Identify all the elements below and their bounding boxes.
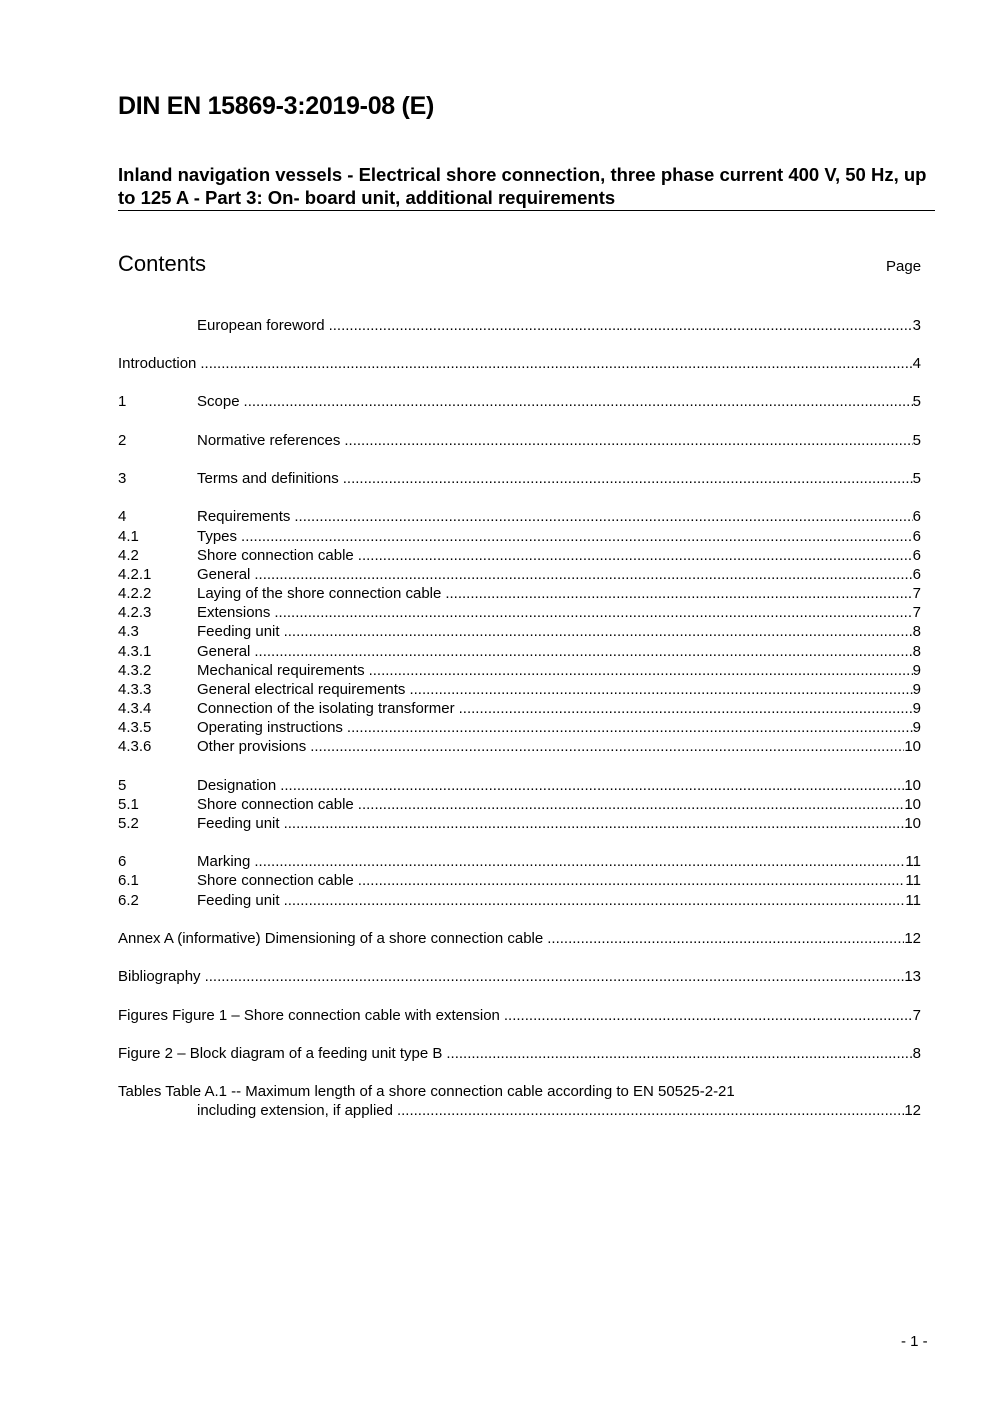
toc-number: 5.1	[118, 796, 139, 813]
toc-title: Annex A (informative) Dimensioning of a shore connection cable	[118, 930, 544, 947]
toc-number: 4.3.1	[118, 643, 152, 660]
toc-entry[interactable]	[118, 622, 921, 641]
toc-page: 7	[912, 1007, 921, 1024]
toc-leader	[205, 967, 905, 986]
toc-page: 13	[904, 968, 921, 985]
toc-leader	[358, 795, 905, 814]
toc-leader	[254, 642, 912, 661]
toc-number	[118, 316, 197, 335]
toc-leader	[459, 699, 913, 718]
toc-entry[interactable]	[118, 776, 921, 795]
toc-entry[interactable]	[118, 642, 921, 661]
contents-heading: Contents	[118, 251, 207, 276]
toc-number: 4.2.3	[118, 604, 152, 621]
toc-page: 8	[912, 623, 921, 640]
document-id: DIN EN 15869-3:2019-08 (E)	[118, 92, 434, 120]
toc-leader	[358, 871, 906, 890]
toc-entry[interactable]	[118, 354, 921, 373]
toc-entry-continuation[interactable]	[197, 1101, 921, 1120]
toc-leader	[241, 527, 913, 546]
toc-entry[interactable]	[118, 852, 921, 871]
toc-number: 1	[118, 393, 127, 410]
toc-entry[interactable]	[118, 392, 921, 411]
toc-number: 4.3.3	[118, 681, 152, 698]
toc-number: 6.2	[118, 892, 139, 909]
toc-title: Designation	[197, 777, 277, 794]
toc-title: Laying of the shore connection cable	[197, 585, 442, 602]
toc-title: Connection of the isolating transformer	[197, 700, 455, 717]
toc-page: 10	[904, 796, 921, 813]
toc-page: 9	[912, 700, 921, 717]
toc-number: 4.2	[118, 547, 139, 564]
toc-entry[interactable]	[118, 565, 921, 584]
toc-leader	[254, 852, 905, 871]
toc-title: Figures Figure 1 – Shore connection cable with extension	[118, 1007, 500, 1024]
toc-entry[interactable]	[118, 546, 921, 565]
toc-page: 6	[912, 528, 921, 545]
toc-leader	[369, 661, 913, 680]
toc-title: Requirements	[197, 508, 291, 525]
title-divider	[118, 210, 935, 211]
toc-entry[interactable]	[118, 814, 921, 833]
toc-number: 4.3	[118, 623, 139, 640]
toc-title: Types	[197, 528, 238, 545]
toc-page: 5	[912, 470, 921, 487]
toc-entry[interactable]	[118, 929, 921, 948]
toc-leader	[284, 814, 905, 833]
toc-entry[interactable]	[118, 431, 921, 450]
toc-entry[interactable]	[118, 1044, 921, 1063]
toc-title: European foreword	[197, 317, 325, 334]
toc-leader	[504, 1006, 913, 1025]
toc-leader	[446, 1044, 912, 1063]
toc-page: 12	[904, 930, 921, 947]
toc-page: 7	[912, 585, 921, 602]
toc-entry[interactable]	[118, 891, 921, 910]
toc-page: 7	[912, 604, 921, 621]
toc-page: 6	[912, 566, 921, 583]
toc-title: Shore connection cable	[197, 796, 354, 813]
toc-page: 4	[912, 355, 921, 372]
toc-leader	[244, 392, 913, 411]
toc-title: Shore connection cable	[197, 547, 354, 564]
toc-title: Shore connection cable	[197, 872, 354, 889]
toc-title: Scope	[197, 393, 240, 410]
toc-entry[interactable]	[118, 661, 921, 680]
toc-entry[interactable]	[118, 718, 921, 737]
toc-number: 5	[118, 777, 127, 794]
toc-entry[interactable]	[118, 584, 921, 603]
toc-page: 11	[905, 892, 921, 909]
toc-title: General	[197, 566, 251, 583]
toc-title: Feeding unit	[197, 815, 280, 832]
toc-title: Other provisions	[197, 738, 307, 755]
toc-page: 11	[905, 853, 921, 870]
toc-leader	[347, 718, 913, 737]
toc-leader	[310, 737, 904, 756]
toc-title: General	[197, 643, 251, 660]
toc-title: Operating instructions	[197, 719, 343, 736]
toc-leader	[409, 680, 912, 699]
toc-leader	[274, 603, 912, 622]
toc-page: 5	[912, 393, 921, 410]
toc-number: 6.1	[118, 872, 139, 889]
toc-entry[interactable]	[118, 507, 921, 526]
toc-title: Mechanical requirements	[197, 662, 365, 679]
toc-number: 2	[118, 432, 127, 449]
toc-entry[interactable]	[118, 469, 921, 488]
page-number: - 1 -	[901, 1333, 928, 1350]
toc-number: 4	[118, 508, 127, 525]
toc-page: 10	[904, 815, 921, 832]
toc-leader	[329, 316, 913, 335]
toc-title: Tables Table A.1 -- Maximum length of a shore connection cable according to EN 50525-2-21	[118, 1083, 735, 1100]
toc-entry[interactable]	[118, 795, 921, 814]
toc-page: 10	[904, 738, 921, 755]
toc-leader	[280, 776, 904, 795]
toc-leader	[294, 507, 912, 526]
toc-title: Extensions	[197, 604, 271, 621]
toc-page: 12	[904, 1102, 921, 1119]
toc-number: 4.2.1	[118, 566, 152, 583]
toc-page: 8	[912, 643, 921, 660]
document-subtitle: Inland navigation vessels - Electrical shore connection, three phase current 400 V, 50 Hz, up to 125 A - Part 3: On- board unit, additional requirements	[118, 164, 927, 208]
page-column-heading: Page	[886, 258, 922, 275]
toc-number: 4.1	[118, 528, 139, 545]
toc-number: 4.2.2	[118, 585, 152, 602]
toc-title: Feeding unit	[197, 892, 280, 909]
toc-entry[interactable]	[118, 603, 921, 622]
toc-leader	[200, 354, 912, 373]
toc-page: 10	[904, 777, 921, 794]
toc-number: 4.3.6	[118, 738, 152, 755]
toc-entry[interactable]	[118, 1006, 921, 1025]
toc-entry[interactable]	[118, 737, 921, 756]
toc-page: 11	[905, 872, 921, 889]
toc-entry[interactable]	[118, 871, 921, 890]
toc-entry[interactable]	[118, 527, 921, 546]
toc-number: 4.3.5	[118, 719, 152, 736]
toc-page: 3	[912, 317, 921, 334]
toc-leader	[254, 565, 912, 584]
toc-number: 4.3.2	[118, 662, 152, 679]
toc-page: 9	[912, 662, 921, 679]
toc-title: Marking	[197, 853, 251, 870]
toc-title: including extension, if applied	[197, 1102, 393, 1119]
toc-leader	[343, 469, 913, 488]
toc-leader	[344, 431, 912, 450]
toc-entry[interactable]	[118, 1082, 921, 1101]
toc-number: 6	[118, 853, 127, 870]
toc-number: 4.3.4	[118, 700, 152, 717]
toc-page: 9	[912, 719, 921, 736]
toc-page: 5	[912, 432, 921, 449]
toc-number: 3	[118, 470, 127, 487]
toc-title: Feeding unit	[197, 623, 280, 640]
toc-entry[interactable]	[118, 699, 921, 718]
toc-number: 5.2	[118, 815, 139, 832]
toc-entry[interactable]	[118, 680, 921, 699]
toc-leader	[547, 929, 904, 948]
toc-entry[interactable]	[118, 316, 921, 335]
toc-title: Bibliography	[118, 968, 201, 985]
toc-page: 6	[912, 547, 921, 564]
toc-title: Figure 2 – Block diagram of a feeding unit type B	[118, 1045, 443, 1062]
toc-leader	[397, 1101, 904, 1120]
toc-page: 8	[912, 1045, 921, 1062]
toc-leader	[284, 622, 913, 641]
toc-title: General electrical requirements	[197, 681, 406, 698]
toc-leader	[358, 546, 913, 565]
toc-title: Terms and definitions	[197, 470, 339, 487]
toc-page: 9	[912, 681, 921, 698]
toc-title: Introduction	[118, 355, 197, 372]
toc-leader	[445, 584, 912, 603]
toc-leader	[284, 891, 906, 910]
toc-page: 6	[912, 508, 921, 525]
toc-entry[interactable]	[118, 967, 921, 986]
toc-title: Normative references	[197, 432, 341, 449]
